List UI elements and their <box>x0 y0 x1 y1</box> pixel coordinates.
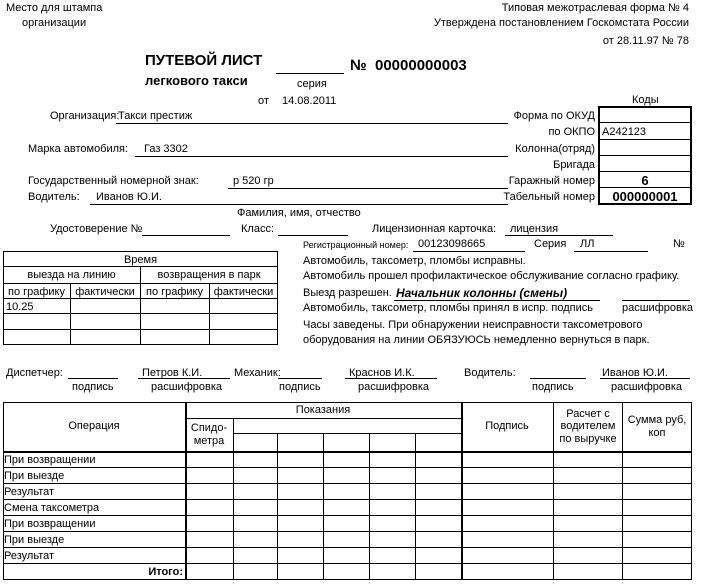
ops-total: Итого: <box>148 566 183 578</box>
mechanic-label: Механик: <box>234 367 281 379</box>
note-line5: Часы заведены. При обнаружении неисправности таксометрового <box>303 319 643 331</box>
plate-label: Государственный номерной знак: <box>28 175 199 187</box>
tab-value: 000000001 <box>612 189 678 204</box>
col-speedo: Спидо- метра <box>190 421 228 447</box>
org-label: Организация: <box>50 110 120 122</box>
license-label: Удостоверение № <box>50 223 143 235</box>
col-operation: Операция <box>68 420 120 433</box>
page-subtitle: легкового такси <box>145 73 248 88</box>
note-line4-decode: расшифровка <box>622 302 694 314</box>
dispatcher-sign: подпись <box>72 381 114 393</box>
series-field-value: ЛЛ <box>580 238 595 250</box>
ops-row-5: При возвращении <box>4 518 96 530</box>
ops-row-6: При выезде <box>4 534 65 546</box>
time-sub-plan: по графику <box>7 286 65 298</box>
reg-label: Регистрационный номер: <box>303 240 409 250</box>
driver-label: Водитель: <box>28 191 80 203</box>
form-info-line1: Типовая межотраслевая форма № 4 <box>501 2 689 14</box>
org-value: Такси престиж <box>118 110 193 122</box>
time-sub-fact: фактически <box>75 286 135 298</box>
tab-label: Табельный номер <box>503 191 595 203</box>
col-sum: Сумма руб, коп <box>627 413 687 439</box>
car-label: Марка автомобиля: <box>28 143 129 155</box>
driver-caption: Фамилия, имя, отчество <box>237 207 361 219</box>
okud-label: Форма по ОКУД <box>513 110 595 122</box>
car-value: Газ 3302 <box>144 143 188 155</box>
note-line2: Автомобиль прошел профилактическое обслуживание согласно графику. <box>303 270 680 282</box>
driver-sign-label: Водитель: <box>464 367 516 379</box>
dispatcher-decode: расшифровка <box>151 381 223 393</box>
garage-value: 6 <box>641 173 649 188</box>
brigade-label: Бригада <box>553 159 595 171</box>
waybill-date: 14.08.2011 <box>282 95 337 107</box>
column-label: Колонна(отряд) <box>515 143 595 155</box>
class-label: Класс: <box>241 223 274 235</box>
time-col-out: выезда на линию <box>27 269 116 281</box>
time-value-1: 10.25 <box>6 301 34 313</box>
plate-value: р 520 гр <box>233 175 274 187</box>
codes-header: Коды <box>632 94 659 106</box>
col-readings: Показания <box>295 403 351 416</box>
ops-row-1: При возвращении <box>4 454 96 466</box>
ops-row-7: Результат <box>4 550 55 562</box>
form-info-line2: Утверждена постановлением Госкомстата России <box>433 17 689 29</box>
driver-sign-name: Иванов Ю.И. <box>602 367 668 379</box>
note-line1: Автомобиль, таксометр, пломбы исправны. <box>303 255 526 267</box>
note-line3-label: Выезд разрешен. <box>303 287 392 299</box>
driver-sign: подпись <box>532 381 574 393</box>
col-settlement: Расчет с водителем по выручке <box>559 407 617 445</box>
driver-sign-decode: расшифровка <box>611 381 683 393</box>
number-prefix: № <box>350 57 367 74</box>
note-line6: оборудования на линии ОБЯЗУЮСЬ немедленно вернуться в парк. <box>303 334 650 346</box>
ops-row-4: Смена таксометра <box>4 502 100 514</box>
dispatcher-label: Диспетчер: <box>6 367 63 379</box>
time-sub-plan2: по графику <box>145 286 203 298</box>
driver-value: Иванов Ю.И. <box>96 191 162 203</box>
lic-card-value: лицензия <box>510 223 559 235</box>
series-field-label: Серия <box>534 238 567 250</box>
mechanic-sign: подпись <box>279 381 321 393</box>
okpo-label: по ОКПО <box>548 126 595 138</box>
time-col-back: возвращения в парк <box>157 269 261 281</box>
mechanic-decode: расшифровка <box>358 381 430 393</box>
col-signature: Подпись <box>485 420 529 433</box>
time-header: Время <box>123 254 158 266</box>
garage-label: Гаражный номер <box>508 175 595 187</box>
stamp-line1: Место для штампа <box>6 2 103 14</box>
mechanic-name: Краснов И.К. <box>349 367 415 379</box>
page-title: ПУТЕВОЙ ЛИСТ <box>145 52 263 69</box>
stamp-line2: организации <box>22 17 87 29</box>
date-prefix: от <box>258 95 269 107</box>
note-line3-value: Начальник колонны (смены) <box>396 286 568 300</box>
waybill-number: 00000000003 <box>375 57 467 74</box>
series-label: серия <box>297 78 327 90</box>
dispatcher-name: Петров К.И. <box>142 367 203 379</box>
time-sub-fact2: фактически <box>213 286 274 298</box>
ops-row-2: При выезде <box>4 470 65 482</box>
okpo-value: A242123 <box>602 126 647 138</box>
lic-card-label: Лицензионная карточка: <box>372 223 497 235</box>
num-label: № <box>673 238 685 250</box>
form-info-line3: от 28.11.97 № 78 <box>602 35 689 47</box>
reg-value: 00123098665 <box>418 238 486 250</box>
note-line4: Автомобиль, таксометр, пломбы принял в испр. подпись <box>303 302 594 314</box>
ops-row-3: Результат <box>4 486 55 498</box>
